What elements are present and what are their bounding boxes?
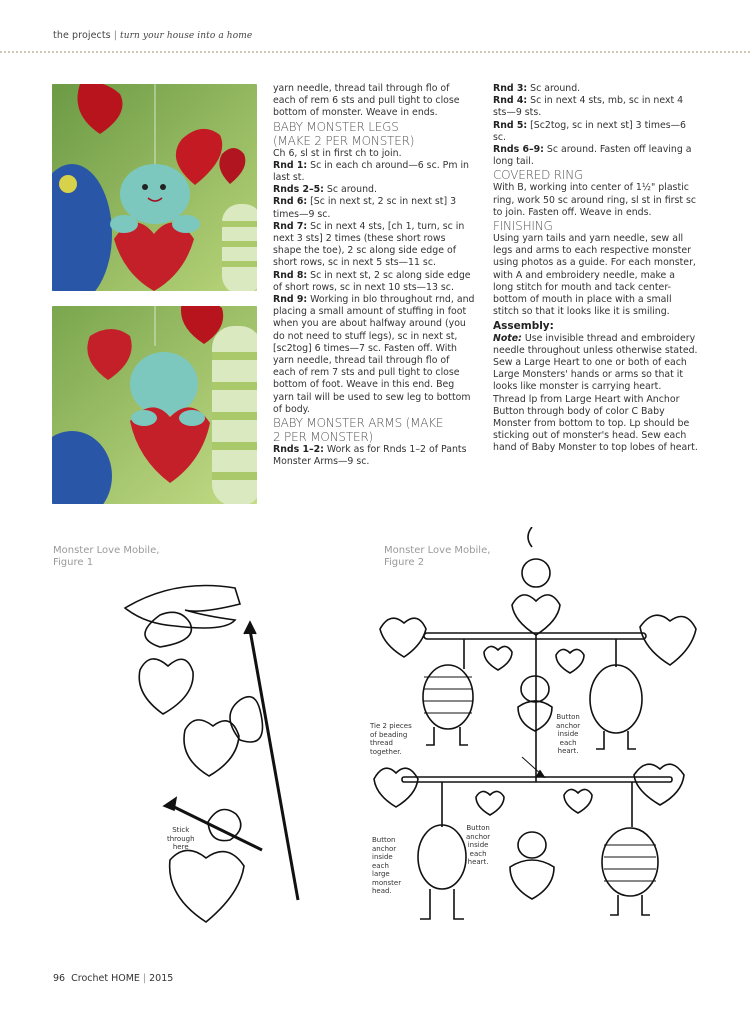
- page-footer: [53, 973, 173, 984]
- rnd-arms-1-2: [273, 444, 475, 468]
- rnd-label: Rnd 9:: [273, 294, 308, 306]
- rnd-label: Rnds 2–5:: [273, 184, 324, 196]
- para-ch6: Ch 6, sl st in first ch to join.: [273, 147, 402, 159]
- header-separator: |: [113, 30, 118, 41]
- rnd-text: Sc in next st, 2 sc along side edge of short rows, sc in next 10 sts—13 sc.: [273, 269, 471, 293]
- callout-line: inside: [372, 853, 393, 861]
- heading-legs-line2: (MAKE 2 PER MONSTER): [273, 133, 415, 148]
- rnd-5: [493, 120, 698, 144]
- heading-arms-line1: BABY MONSTER ARMS (MAKE: [273, 416, 444, 431]
- callout-line: heart.: [467, 858, 489, 866]
- para-finishing: Using yarn tails and yarn needle, sew all legs and arms to each respective monster using photos as a guide. For each monster, with A and embroidery needle, make a long stitch for mouth and tack center-bottom of mouth in place with a small stitch so that it looks like it is smiling.: [493, 233, 696, 318]
- rnd-8: [273, 270, 475, 294]
- callout-line: Button: [556, 713, 580, 721]
- figure-2-number: Figure 2: [384, 557, 425, 568]
- heading-arms-line2: 2 PER MONSTER): [273, 430, 373, 445]
- callout-line: Button: [372, 836, 396, 844]
- footer-separator: |: [142, 973, 147, 984]
- running-header: [53, 30, 252, 41]
- callout-line: anchor: [466, 832, 491, 841]
- photo-baby-monster-angle: [52, 306, 257, 504]
- callout-stick-through: [167, 826, 195, 852]
- callout-line: together.: [370, 747, 402, 756]
- para-assembly-thread: Thread lp from Large Heart with Anchor Button through body of color C Baby Monster from bottom to top. Lp should be sticking out of monster's head. Sew each hand of Baby Monster to top lobes of heart.: [493, 393, 698, 454]
- rnd-label: Rnd 1:: [273, 159, 308, 171]
- figure-1-title: Monster Love Mobile,: [53, 545, 160, 556]
- callout-line: monster: [372, 878, 402, 887]
- rnd-6: [273, 196, 475, 220]
- callout-line: inside: [467, 841, 489, 849]
- callout-line: large: [372, 870, 390, 878]
- rnd-label: Rnd 5:: [493, 119, 528, 131]
- issue-year: 2015: [149, 973, 174, 984]
- callout-button-anchor-mid: [466, 824, 490, 867]
- heading-assembly: Assembly:: [493, 320, 554, 333]
- rnd-6-9: [493, 144, 698, 168]
- rnd-label: Rnd 4:: [493, 95, 528, 107]
- callout-line: Stick: [172, 826, 190, 834]
- rnd-text: [Sc2tog, sc in next st] 3 times—6 sc.: [493, 119, 687, 143]
- rnd-3: [493, 83, 698, 95]
- callout-line: each: [372, 861, 389, 870]
- callout-line: thread: [370, 739, 393, 747]
- page-number: 96: [53, 973, 66, 984]
- rnd-label: Rnd 8:: [273, 269, 308, 281]
- rnd-label: Rnds 1–2:: [273, 444, 324, 456]
- callout-line: of beading: [370, 730, 408, 739]
- rnd-9: [273, 294, 475, 416]
- callout-button-anchor-right: [556, 713, 580, 756]
- note-text: Use invisible thread and embroidery needle throughout unless otherwise stated. Sew a Large Heart to one or both of each Large Monsters' hands or arms so that it looks like monster is carrying heart.: [493, 332, 698, 393]
- heading-legs: [273, 120, 475, 148]
- note-label: Note:: [493, 332, 522, 344]
- callout-line: each: [469, 849, 487, 858]
- heading-covered-ring: COVERED RING: [493, 168, 584, 183]
- figure-2-illustration: [372, 527, 702, 937]
- callout-line: anchor: [372, 844, 397, 853]
- heading-legs-line1: BABY MONSTER LEGS: [273, 119, 399, 134]
- text-column-middle: [273, 83, 475, 468]
- text-column-right: [493, 83, 698, 455]
- rnd-text: [Sc in next st, 2 sc in next st] 3 times—9 sc.: [273, 196, 457, 220]
- figure-2-title: Monster Love Mobile,: [384, 545, 491, 556]
- callout-line: head.: [372, 887, 392, 895]
- rnd-text: Work as for Rnds 1–2 of Pants Monster Arms—9 sc.: [273, 444, 467, 468]
- photo-baby-monster-front: [52, 84, 257, 291]
- callout-line: Button: [466, 824, 490, 832]
- callout-line: anchor: [556, 721, 581, 730]
- rnd-text: Sc in next 4 sts, [ch 1, turn, sc in next 3 sts] 2 times (these short rows shape the toe), 2 sc along side edge of short rows, sc in next 5 sts—11 sc.: [273, 220, 465, 269]
- figure-1-number: Figure 1: [53, 557, 94, 568]
- callout-line: through: [167, 834, 195, 843]
- header-tagline: turn your house into a home: [120, 31, 253, 41]
- heading-finishing: FINISHING: [493, 219, 553, 234]
- rnd-label: Rnd 6:: [273, 196, 308, 208]
- callout-tie-thread: [370, 722, 412, 756]
- para-assembly-note: [493, 333, 698, 394]
- rnd-text: Sc in next 4 sts, mb, sc in next 4 sts—9 sts.: [493, 95, 684, 119]
- rnd-text: Sc around. Fasten off leaving a long tail.: [493, 144, 692, 168]
- rnd-2-5: [273, 184, 475, 196]
- rnd-text: Sc in each ch around—6 sc. Pm in last st.: [273, 159, 469, 184]
- callout-line: Tie 2 pieces: [370, 722, 412, 730]
- section-label: the projects: [53, 30, 111, 41]
- rnd-label: Rnd 7:: [273, 220, 308, 232]
- figure-1-illustration: [100, 560, 340, 940]
- callout-button-anchor-large: [372, 836, 401, 896]
- heading-arms: [273, 416, 475, 444]
- rnd-text: Working in blo throughout rnd, and placing a small amount of stuffing in foot when you are about halfway around (you do not need to stuff legs), sc in next st, [sc2tog] 6 times—7 sc. Fasten off. With yarn needle, thread tail through flo of each of rem 7 sts and pull tight to close bottom of foot. Weave in this end. Beg yarn tail will be used to sew leg to bottom of body.: [273, 294, 475, 415]
- callout-line: here: [172, 843, 189, 851]
- callout-line: each: [559, 738, 577, 747]
- para-close-monster: yarn needle, thread tail through flo of each of rem 6 sts and pull tight to close bottom of monster. Weave in ends.: [273, 83, 460, 119]
- rnd-label: Rnds 6–9:: [493, 144, 544, 156]
- rnd-text: Sc around.: [323, 184, 377, 196]
- rnd-label: Rnd 3:: [493, 83, 528, 94]
- magazine-name: Crochet HOME: [71, 973, 140, 984]
- rnd-text: Sc around.: [527, 83, 581, 94]
- callout-line: inside: [557, 730, 579, 738]
- dotted-rule: [0, 51, 750, 53]
- para-covered-ring: With B, working into center of 1½" plastic ring, work 50 sc around ring, sl st in first sc to join. Fasten off. Weave in ends.: [493, 182, 697, 218]
- rnd-7: [273, 221, 475, 270]
- rnd-1: [273, 160, 475, 184]
- rnd-4: [493, 95, 698, 119]
- callout-line: heart.: [557, 747, 579, 755]
